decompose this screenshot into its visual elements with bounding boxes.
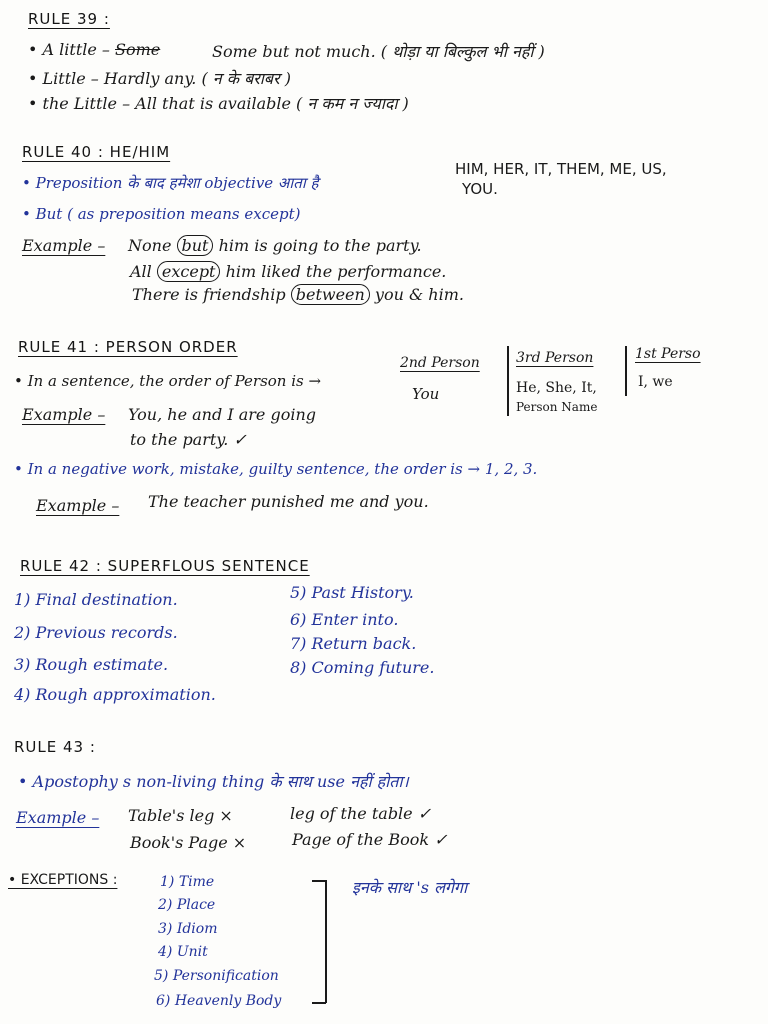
rule42-item-8: 8) Coming future. [290,658,435,677]
brace-vertical [325,880,327,1003]
rule41-heading: RULE 41 : PERSON ORDER [18,338,238,356]
rule41-third-person-value: He, She, It, [516,380,597,396]
rule41-divider-1 [507,346,509,416]
rule41-second-person: 2nd Person [400,355,480,371]
rule40-ex3-start: There is friendship [132,285,286,304]
rule40-ex3-circled: between [291,284,370,305]
rule40-ex1-circled: but [177,235,214,256]
exception-item-2: 2) Place [158,897,216,913]
rule41-example2: The teacher punished me and you. [148,492,429,511]
rule39-line3: • the Little – All that is available ( न कम न ज्यादा ) [28,94,409,113]
rule42-item-7: 7) Return back. [290,634,417,653]
rule42-item-3: 3) Rough estimate. [14,655,169,674]
rule42-item-1: 1) Final destination. [14,590,178,609]
rule40-example1 [128,236,422,255]
rule43-example1-right: leg of the table ✓ [290,804,432,823]
exception-item-1: 1) Time [160,874,215,890]
rule40-heading: RULE 40 : HE/HIM [22,143,171,161]
rule43-exceptions-label: • EXCEPTIONS : [8,872,118,888]
rule43-heading: RULE 43 : [14,738,96,756]
rule39-line1 [28,40,160,59]
rule39-line1-def: Some but not much. ( थोड़ा या बिल्कुल भी नहीं ) [212,42,545,61]
rule40-ex1-end: him is going to the party. [218,236,422,255]
rule41-example1-cont: to the party. ✓ [130,430,247,449]
rule39-line1-struck: Some [115,40,161,59]
rule41-third-person: 3rd Person [516,350,594,366]
rule41-example1: You, he and I are going [128,405,316,424]
rule43-example1-wrong: Table's leg × [128,806,233,825]
rule43-example-label: Example – [16,808,100,827]
exception-item-4: 4) Unit [158,944,208,960]
rule40-ex2-end: him liked the performance. [225,262,447,281]
rule40-example-label: Example – [22,236,106,255]
rule41-first-person-value: I, we [638,374,673,390]
rule40-ex2-circled: except [157,261,221,282]
rule43-example2-right: Page of the Book ✓ [292,830,448,849]
rule40-bullet1: • Preposition के बाद हमेशा objective आता है [22,174,319,192]
rule42-item-4: 4) Rough approximation. [14,685,216,704]
rule43-example2-wrong: Book's Page × [130,833,247,852]
rule42-item-2: 2) Previous records. [14,623,178,642]
brace-top [312,880,326,882]
rule41-example-label: Example – [22,405,106,424]
rule41-first-person: 1st Perso [635,346,701,362]
rule42-item-5: 5) Past History. [290,583,414,602]
rule42-heading: RULE 42 : SUPERFLOUS SENTENCE [20,557,310,575]
rule39-line1-term: • A little – [28,40,110,59]
rule40-example3 [132,285,464,304]
rule40-ex2-start: All [130,262,152,281]
exception-item-5: 5) Personification [154,968,279,984]
exception-item-3: 3) Idiom [158,921,218,937]
rule40-example2 [130,262,446,281]
rule43-exceptions-note: इनके साथ 's लगेगा [352,878,468,897]
rule41-second-person-value: You [412,385,440,403]
rule40-ex1-start: None [128,236,172,255]
exception-item-6: 6) Heavenly Body [156,993,282,1009]
rule41-third-person-value-2: Person Name [516,400,598,414]
rule41-example2-label: Example – [36,496,120,515]
rule40-objectives: HIM, HER, IT, THEM, ME, US, [455,160,667,178]
rule40-ex3-end: you & him. [374,285,464,304]
rule39-line2: • Little – Hardly any. ( न के बराबर ) [28,69,291,88]
rule40-bullet2: • But ( as preposition means except) [22,205,301,223]
rule39-heading: RULE 39 : [28,10,110,28]
rule41-divider-2 [625,346,627,396]
rule42-item-6: 6) Enter into. [290,610,399,629]
rule41-bullet1: • In a sentence, the order of Person is → [14,372,322,390]
brace-bottom [312,1002,326,1004]
rule40-objectives-2: YOU. [462,180,498,198]
rule41-bullet2: • In a negative work, mistake, guilty sentence, the order is → 1, 2, 3. [14,460,538,478]
rule43-bullet1: • Apostophy s non-living thing के साथ use नहीं होता। [18,772,409,791]
